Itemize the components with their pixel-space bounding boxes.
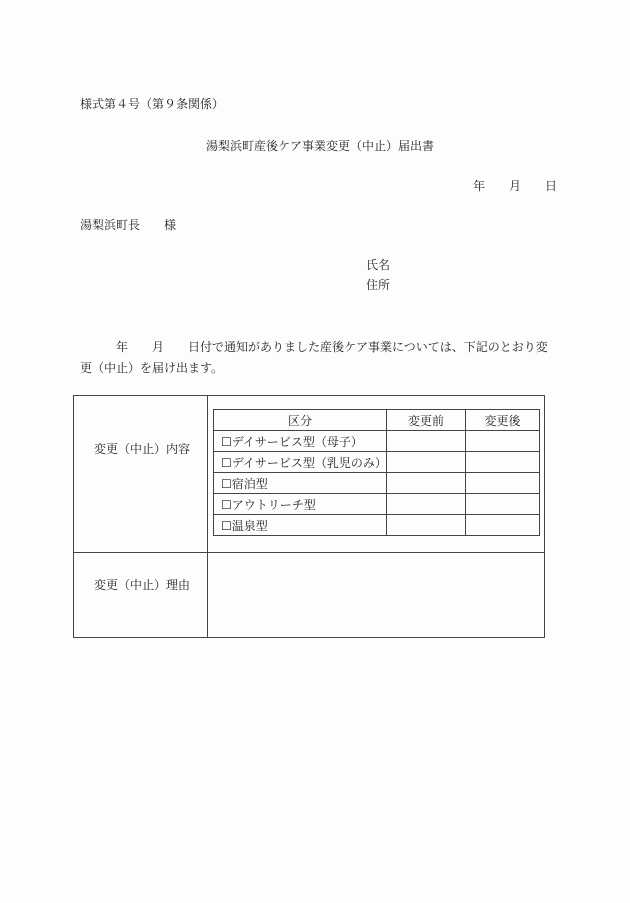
header-kubun: 区分: [214, 410, 387, 431]
after-cell[interactable]: [466, 452, 540, 473]
after-cell[interactable]: [466, 494, 540, 515]
addressee: 湯梨浜町長 様: [80, 218, 177, 232]
table-row: [214, 473, 540, 494]
table-divider-horizontal: [74, 552, 544, 553]
service-type-table: [213, 409, 540, 536]
before-cell[interactable]: [387, 431, 466, 452]
row-label: ☐宿泊型: [214, 473, 387, 494]
row-label: ☐アウトリーチ型: [214, 494, 387, 515]
name-label: 氏名: [366, 258, 391, 272]
header-after: 変更後: [466, 410, 540, 431]
table-divider-vertical: [207, 396, 208, 637]
before-cell[interactable]: [387, 494, 466, 515]
before-cell[interactable]: [387, 473, 466, 494]
row-label: ☐デイサービス型（乳児のみ）: [214, 452, 387, 473]
row-label: ☐デイサービス型（母子）: [214, 431, 387, 452]
date-year: 年: [473, 179, 486, 193]
row-label: ☐温泉型: [214, 515, 387, 536]
header-before: 変更前: [387, 410, 466, 431]
form-number: 様式第４号（第９条関係）: [80, 97, 225, 111]
table-row: [214, 452, 540, 473]
table-row: [214, 431, 540, 452]
header-row: [214, 410, 540, 431]
date-day: 日: [545, 179, 558, 193]
table-row: [214, 494, 540, 515]
table-row: [214, 515, 540, 536]
after-cell[interactable]: [466, 515, 540, 536]
content-label: 変更（中止）内容: [94, 442, 191, 456]
after-cell[interactable]: [466, 473, 540, 494]
after-cell[interactable]: [466, 431, 540, 452]
address-label: 住所: [366, 278, 391, 292]
before-cell[interactable]: [387, 452, 466, 473]
before-cell[interactable]: [387, 515, 466, 536]
reason-label: 変更（中止）理由: [94, 578, 191, 592]
form-table: [73, 395, 545, 638]
body-text: 年 月 日付で通知がありました産後ケア事業については、下記のとおり変更（中止）を届け出ます。: [80, 340, 548, 375]
date-line: [473, 180, 557, 192]
date-month: 月: [509, 179, 522, 193]
document-title: 湯梨浜町産後ケア事業変更（中止）届出書: [206, 139, 435, 153]
